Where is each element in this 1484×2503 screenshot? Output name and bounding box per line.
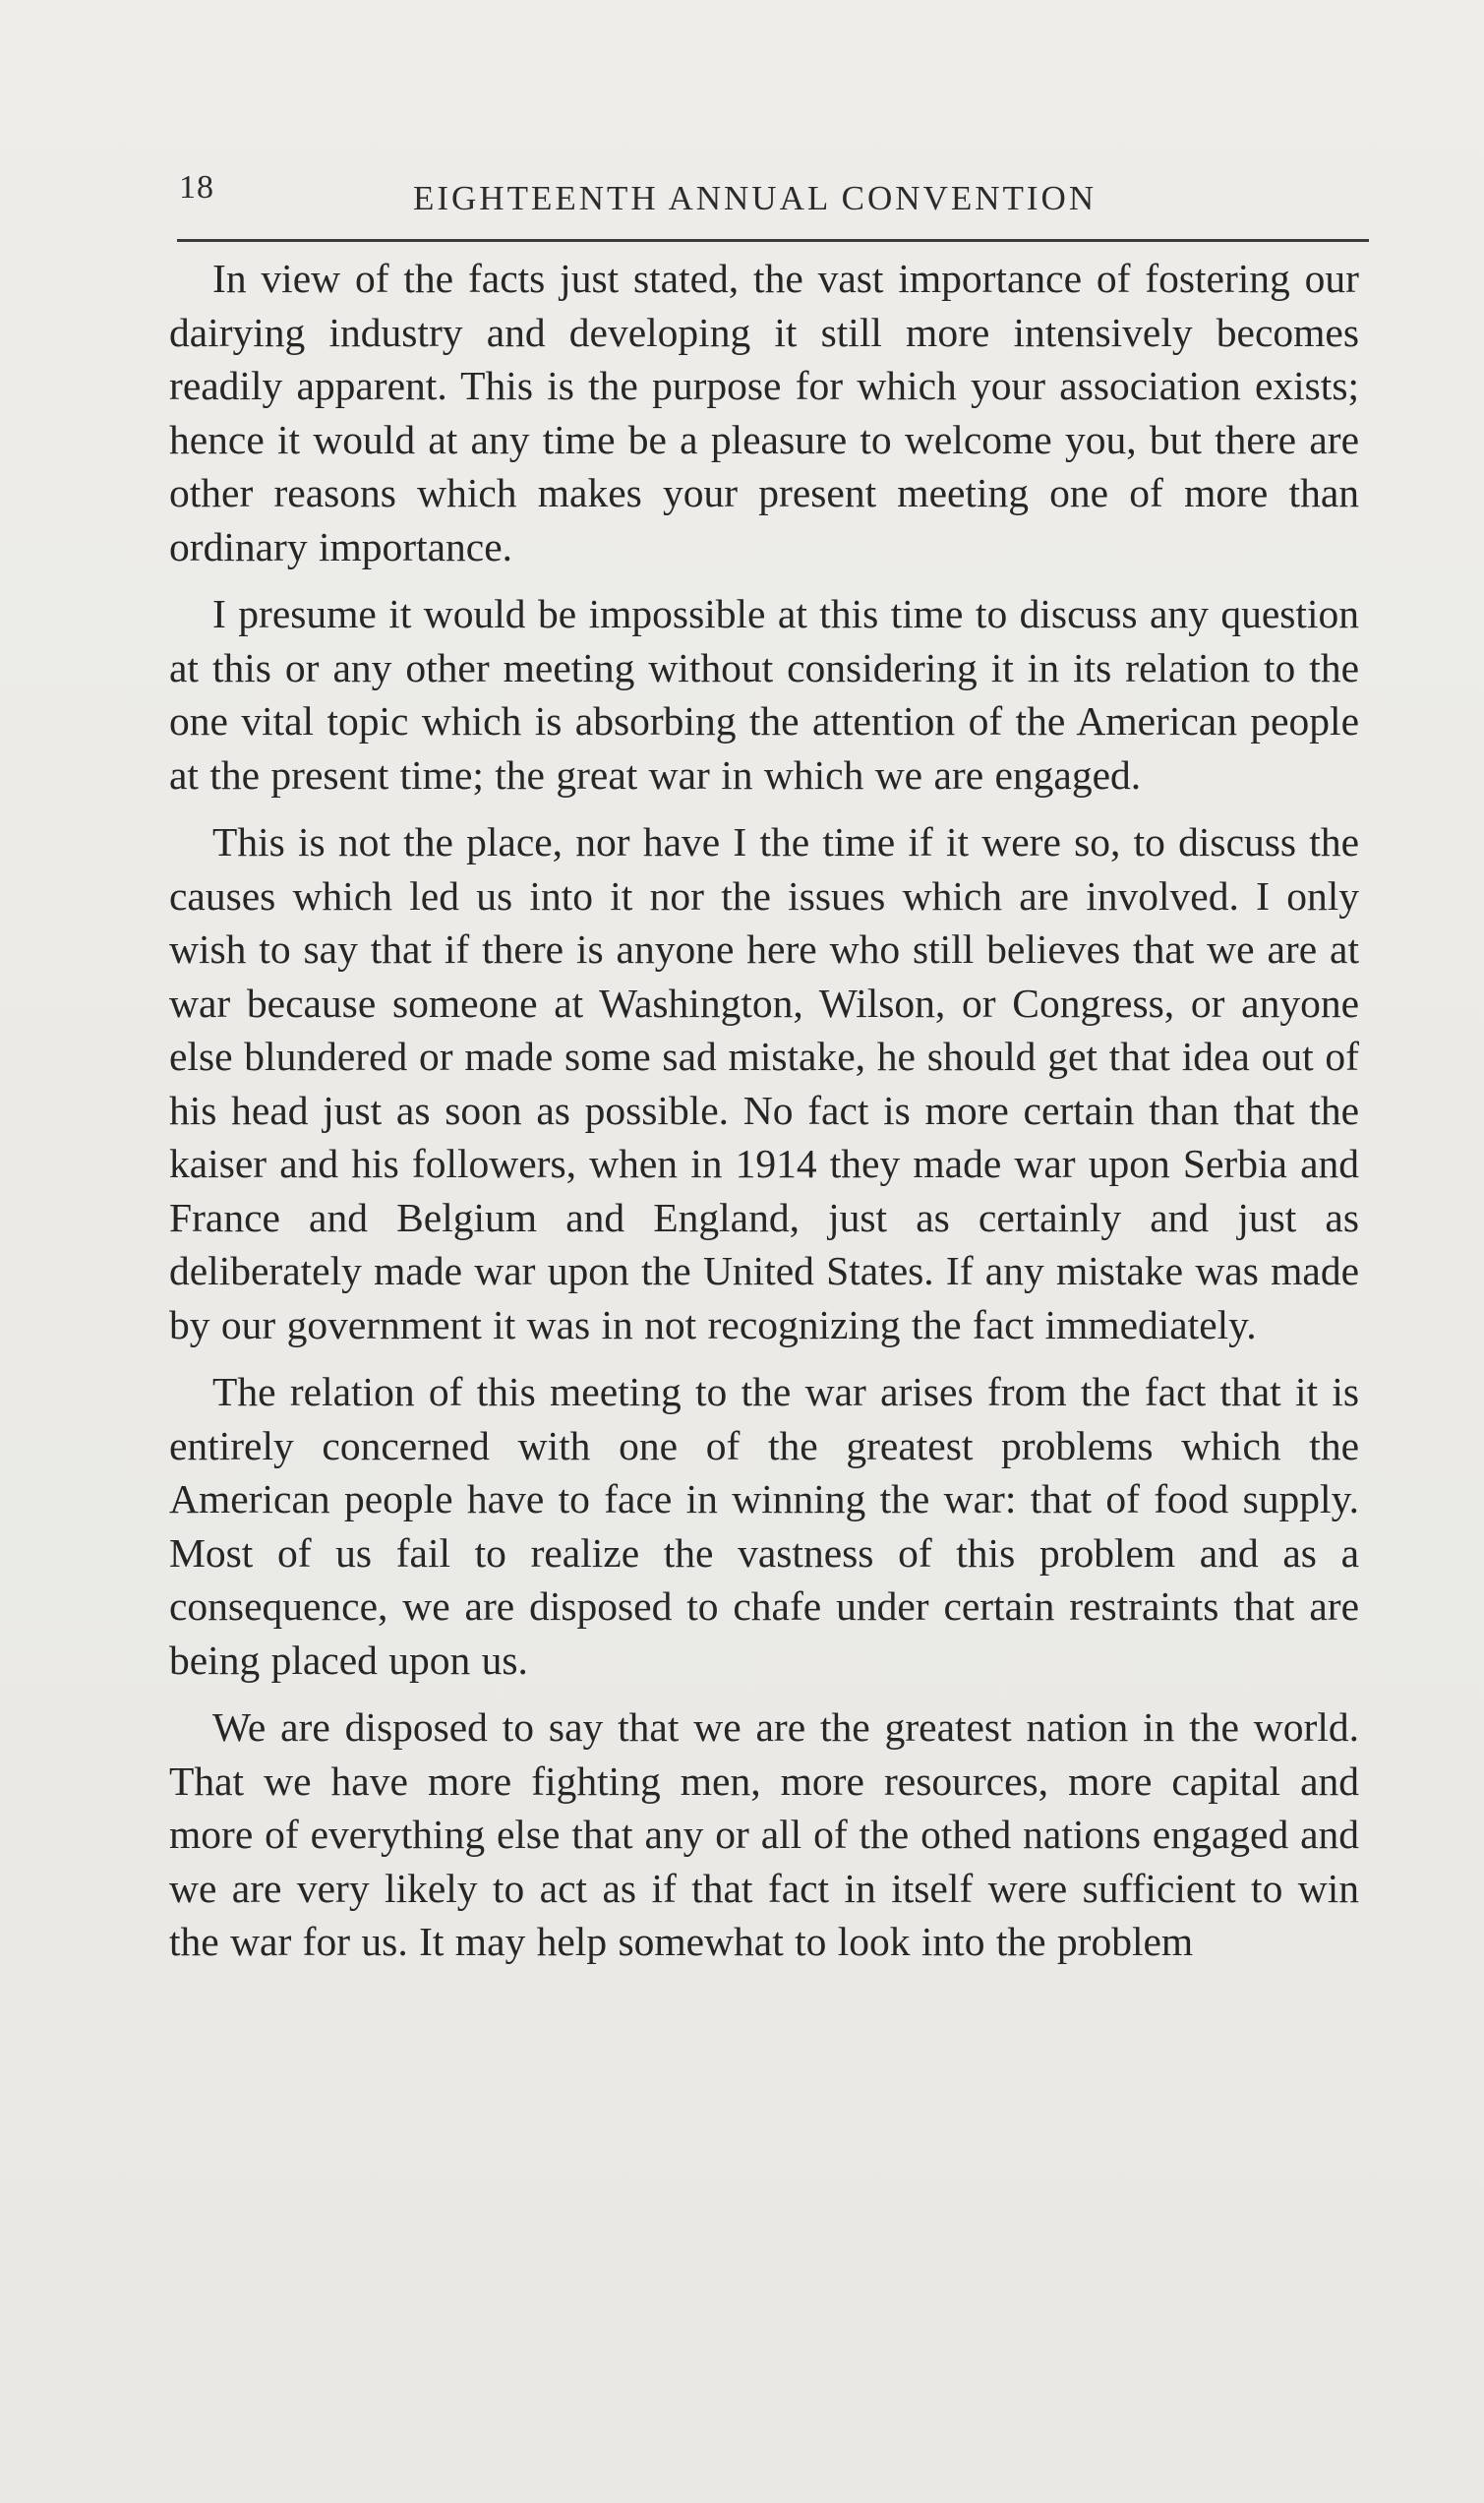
page-number: 18 bbox=[179, 169, 214, 206]
header-rule bbox=[177, 239, 1369, 242]
paragraph-1: In view of the facts just stated, the vast importance of fostering our dairying industry and developing it still more intensively becomes readily apparent. This is the purpose for which your association exists; hence it would at any time be a pleasure to welcome you, but there are other reasons which makes your present meeting one of more than ordinary importance. bbox=[169, 256, 1359, 569]
paragraph-3: This is not the place, nor have I the time if it were so, to discuss the causes which led us into it nor the issues which are involved. I only wish to say that if there is anyone here who still believes that we are at war because someone at Washington, Wilson, or Congress, or anyone else blundered or made some sad mistake, he should get that idea out of his head just as soon as possible. No fact is more certain than that the kaiser and his followers, when in 1914 they made war upon Serbia and France and Belgium and England, just as certainly and just as deliberately made war upon the United States. If any mistake was made by our government it was in not recognizing the fact immediately. bbox=[169, 819, 1359, 1347]
paragraph-2: I presume it would be impossible at this time to discuss any question at this or any other meeting without considering it in its relation to the one vital topic which is absorbing the attention of the American people at the present time; the great war in which we are engaged. bbox=[169, 591, 1359, 798]
paragraph-4: The relation of this meeting to the war arises from the fact that it is entirely concerned with one of the greatest problems which the American people have to face in winning the war: that of food supply. Most of us fail to realize the vastness of this problem and as a consequence, we are disposed to chafe under certain restraints that are being placed upon us. bbox=[169, 1369, 1359, 1683]
running-head bbox=[177, 169, 1367, 224]
body-text bbox=[169, 252, 1359, 1983]
paragraph-5: We are disposed to say that we are the greatest nation in the world. That we have more fighting men, more resources, more capital and more of everything else that any or all of the othed nations engaged and we are very likely to act as if that fact in itself were sufficient to win the war for us. It may help somewhat to look into the problem bbox=[169, 1704, 1359, 1964]
running-title: EIGHTEENTH ANNUAL CONVENTION bbox=[413, 179, 1098, 217]
